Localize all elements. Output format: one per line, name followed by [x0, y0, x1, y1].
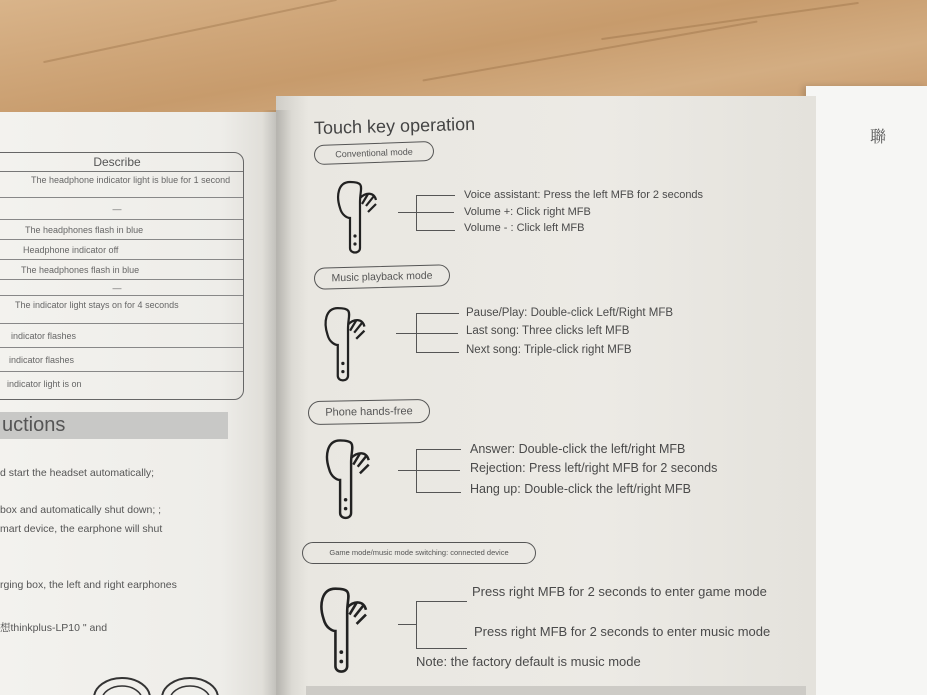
left-text-line: d start the headset automatically; [0, 467, 155, 479]
instruction-line: Next song: Triple-click right MFB [466, 344, 632, 356]
page-title: Touch key operation [313, 113, 476, 139]
back-page [806, 86, 927, 695]
instruction-line: Last song: Three clicks left MFB [466, 325, 630, 337]
mode-label-music: Music playback mode [314, 264, 451, 290]
description-table [0, 152, 244, 400]
instruction-line: Volume +: Click right MFB [464, 206, 591, 218]
table-row: — [0, 280, 243, 296]
instruction-line: Press right MFB for 2 seconds to enter game mode [472, 584, 767, 599]
earbud-touch-icon [324, 436, 376, 529]
mode-label-conventional: Conventional mode [314, 141, 435, 165]
earbud-touch-icon [336, 178, 382, 263]
instruction-line: Rejection: Press left/right MFB for 2 seconds [470, 461, 718, 475]
charging-case-illustration [90, 672, 230, 695]
earbud-touch-icon [322, 304, 372, 391]
instruction-line: Volume - : Click left MFB [464, 222, 585, 234]
table-row: The indicator light stays on for 4 seconds [0, 296, 243, 324]
instruction-line: Press right MFB for 2 seconds to enter music mode [474, 624, 771, 639]
left-text-line: rging box, the left and right earphones [0, 579, 177, 591]
bracket [416, 601, 467, 649]
connector-line [416, 470, 460, 471]
instruction-line: Pause/Play: Double-click Left/Right MFB [466, 307, 674, 319]
page-bottom-band [306, 686, 806, 695]
table-header: Describe [0, 153, 243, 172]
instruction-line: Voice assistant: Press the left MFB for 2 seconds [464, 189, 704, 201]
instruction-line: Answer: Double-click the left/right MFB [470, 442, 686, 456]
table-row: indicator flashes [0, 348, 243, 372]
table-row: The headphones flash in blue [0, 260, 243, 280]
connector-line [416, 333, 458, 334]
mode-label-phone: Phone hands-free [308, 399, 430, 425]
mode-label-switching: Game mode/music mode switching: connected device [302, 542, 536, 564]
left-text-line: 想thinkplus-LP10 " and [0, 622, 108, 634]
connector-line [398, 624, 416, 625]
table-row: indicator light is on [7, 379, 82, 389]
section-title: uctions [0, 412, 228, 439]
left-text-line: box and automatically shut down; ; [0, 504, 162, 516]
connector-line [416, 212, 454, 213]
earbud-touch-icon [318, 584, 374, 683]
table-row: The headphone indicator light is blue for 1 second [0, 172, 243, 198]
table-row: indicator flashes [0, 324, 243, 348]
factory-default-note: Note: the factory default is music mode [416, 654, 641, 669]
connector-line [398, 212, 416, 213]
back-page-glyph: 聯 [870, 129, 887, 146]
book-gutter [262, 110, 292, 695]
table-row: Headphone indicator off [0, 240, 243, 260]
connector-line [396, 333, 416, 334]
instruction-line: Hang up: Double-click the left/right MFB [470, 482, 691, 496]
table-row: — [0, 198, 243, 220]
left-text-line: mart device, the earphone will shut [0, 523, 163, 535]
connector-line [398, 470, 416, 471]
table-row: The headphones flash in blue [0, 220, 243, 240]
